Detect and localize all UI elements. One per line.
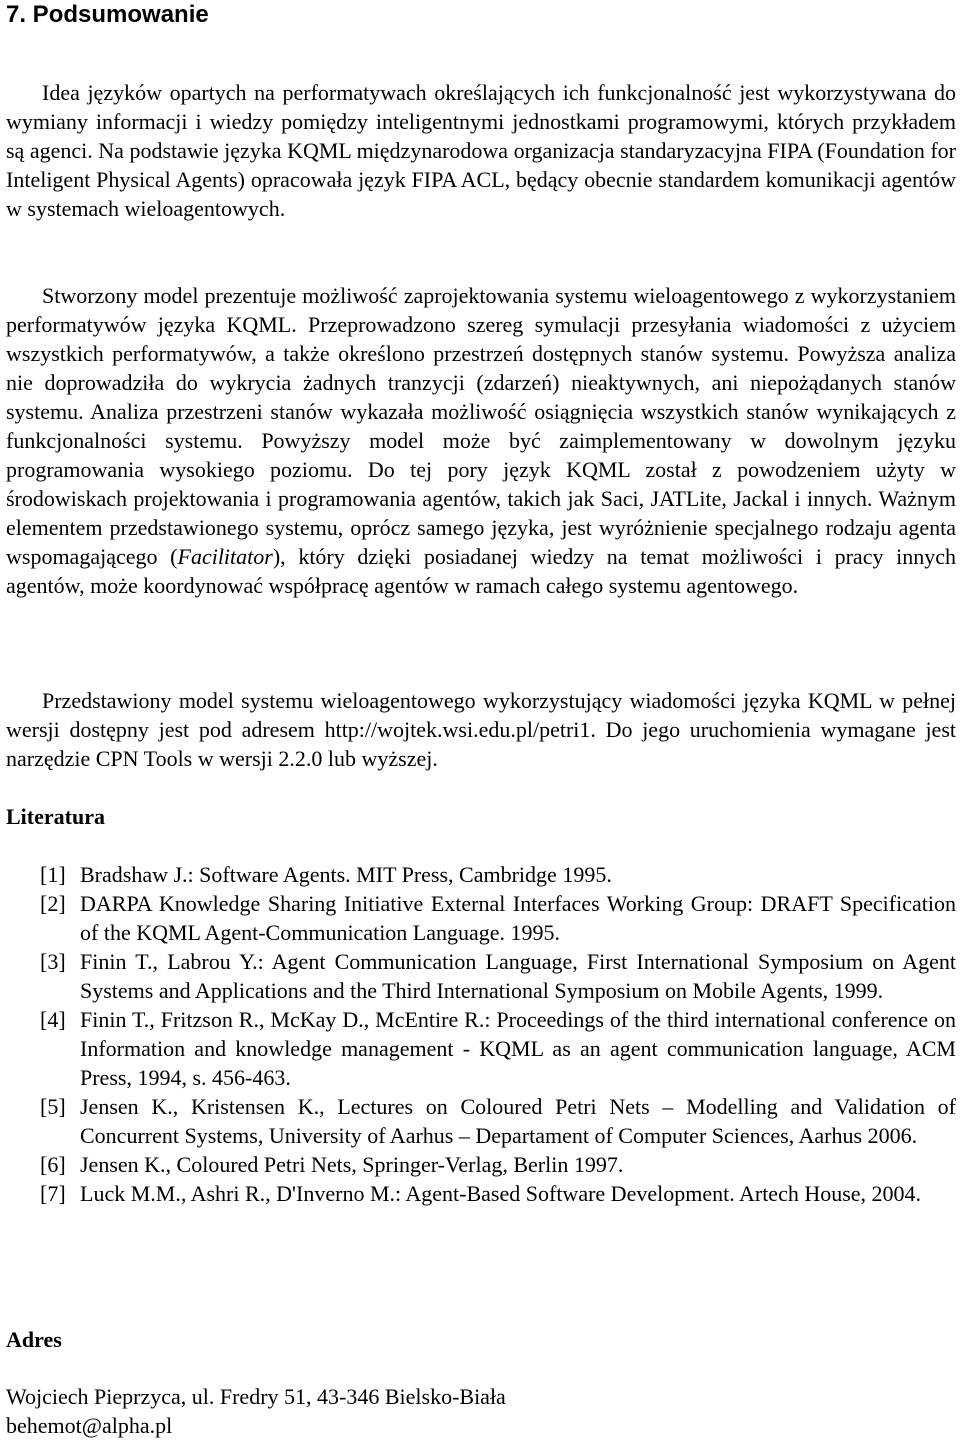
address-line: Wojciech Pieprzyca, ul. Fredry 51, 43-346 Bielsko-Biała [6,1384,506,1409]
paragraph-2 [6,281,956,600]
reference-text: Jensen K., Coloured Petri Nets, Springer-Verlag, Berlin 1997. [80,1152,624,1177]
reference-text: Bradshaw J.: Software Agents. MIT Press, Cambridge 1995. [80,862,612,887]
reference-item [40,947,956,1005]
reference-text: Finin T., Fritzson R., McKay D., McEntire R.: Proceedings of the third international conference on Information and knowledge management - KQML as an agent communication language, ACM Press, 1994, s. 456-463. [80,1007,956,1090]
reference-item [40,1092,956,1150]
reference-number: [4] [40,1007,66,1032]
reference-item [40,1005,956,1092]
reference-text: Finin T., Labrou Y.: Agent Communication Language, First International Symposium on Agent Systems and Applications and the Third International Symposium on Mobile Agents, 1999. [80,949,956,1003]
reference-text: DARPA Knowledge Sharing Initiative External Interfaces Working Group: DRAFT Specification of the KQML Agent-Communication Language. 1995. [80,891,956,945]
paragraph-3: Przedstawiony model systemu wieloagentowego wykorzystujący wiadomości języka KQML w pełnej wersji dostępny jest pod adresem http://wojtek.wsi.edu.pl/petri1. Do jego uruchomienia wymagane jest narzędzie CPN Tools w wersji 2.2.0 lub wyższej. [6,688,956,771]
section-title: 7. Podsumowanie [6,1,209,28]
reference-item [40,1150,956,1179]
address-block [6,1382,506,1440]
reference-number: [3] [40,949,66,974]
reference-number: [6] [40,1152,66,1177]
reference-text: Jensen K., Kristensen K., Lectures on Coloured Petri Nets – Modelling and Validation of Concurrent Systems, University of Aarhus – Departament of Computer Sciences, Aarhus 2006. [80,1094,956,1148]
paragraph-2-italic-term: Facilitator [177,544,273,569]
paragraph-2-text-before: Stworzony model prezentuje możliwość zaprojektowania systemu wieloagentowego z wykorzystaniem performatywów języka KQML. Przeprowadzono szereg symulacji przesyłania wiadomości z użyciem wszystkich performatywów, a także określono przestrzeń dostępnych stanów systemu. Powyższa analiza nie doprowadziła do wykrycia żadnych tranzycji (zdarzeń) nieaktywnych, ani niepożądanych stanów systemu. Analiza przestrzeni stanów wykazała możliwość osiągnięcia wszystkich stanów wynikających z funkcjonalności systemu. Powyższy model może być zaimplementowany w dowolnym języku programowania wysokiego poziomu. Do tej pory język KQML został z powodzeniem użyty w środowiskach projektowania i programowania agentów, takich jak Saci, JATLite, Jackal i innych. Ważnym elementem przedstawionego systemu, oprócz samego języka, jest wyróżnienie specjalnego rodzaju agenta wspomagającego ( [6,283,956,569]
reference-list [40,860,956,1208]
literature-heading: Literatura [6,804,105,829]
address-heading: Adres [6,1327,62,1352]
reference-number: [5] [40,1094,66,1119]
paragraph-1: Idea języków opartych na performatywach określających ich funkcjonalność jest wykorzystywana do wymiany informacji i wiedzy pomiędzy inteligentnymi jednostkami programowymi, których przykładem są agenci. Na podstawie języka KQML międzynarodowa organizacja standaryzacyjna FIPA (Foundation for Inteligent Physical Agents) opracowała język FIPA ACL, będący obecnie standardem komunikacji agentów w systemach wieloagentowych. [6,80,956,221]
reference-number: [1] [40,862,66,887]
reference-item [40,860,956,889]
reference-item [40,1179,956,1208]
reference-text: Luck M.M., Ashri R., D'Inverno M.: Agent-Based Software Development. Artech House, 2004. [80,1181,922,1206]
paragraph-2-text-after: ), który dzięki posiadanej wiedzy na temat możliwości i pracy innych agentów, może koordynować współpracę agentów w ramach całego systemu agentowego. [6,544,957,598]
reference-number: [2] [40,891,66,916]
email-address: behemot@alpha.pl [6,1413,173,1438]
reference-item [40,889,956,947]
reference-number: [7] [40,1181,66,1206]
